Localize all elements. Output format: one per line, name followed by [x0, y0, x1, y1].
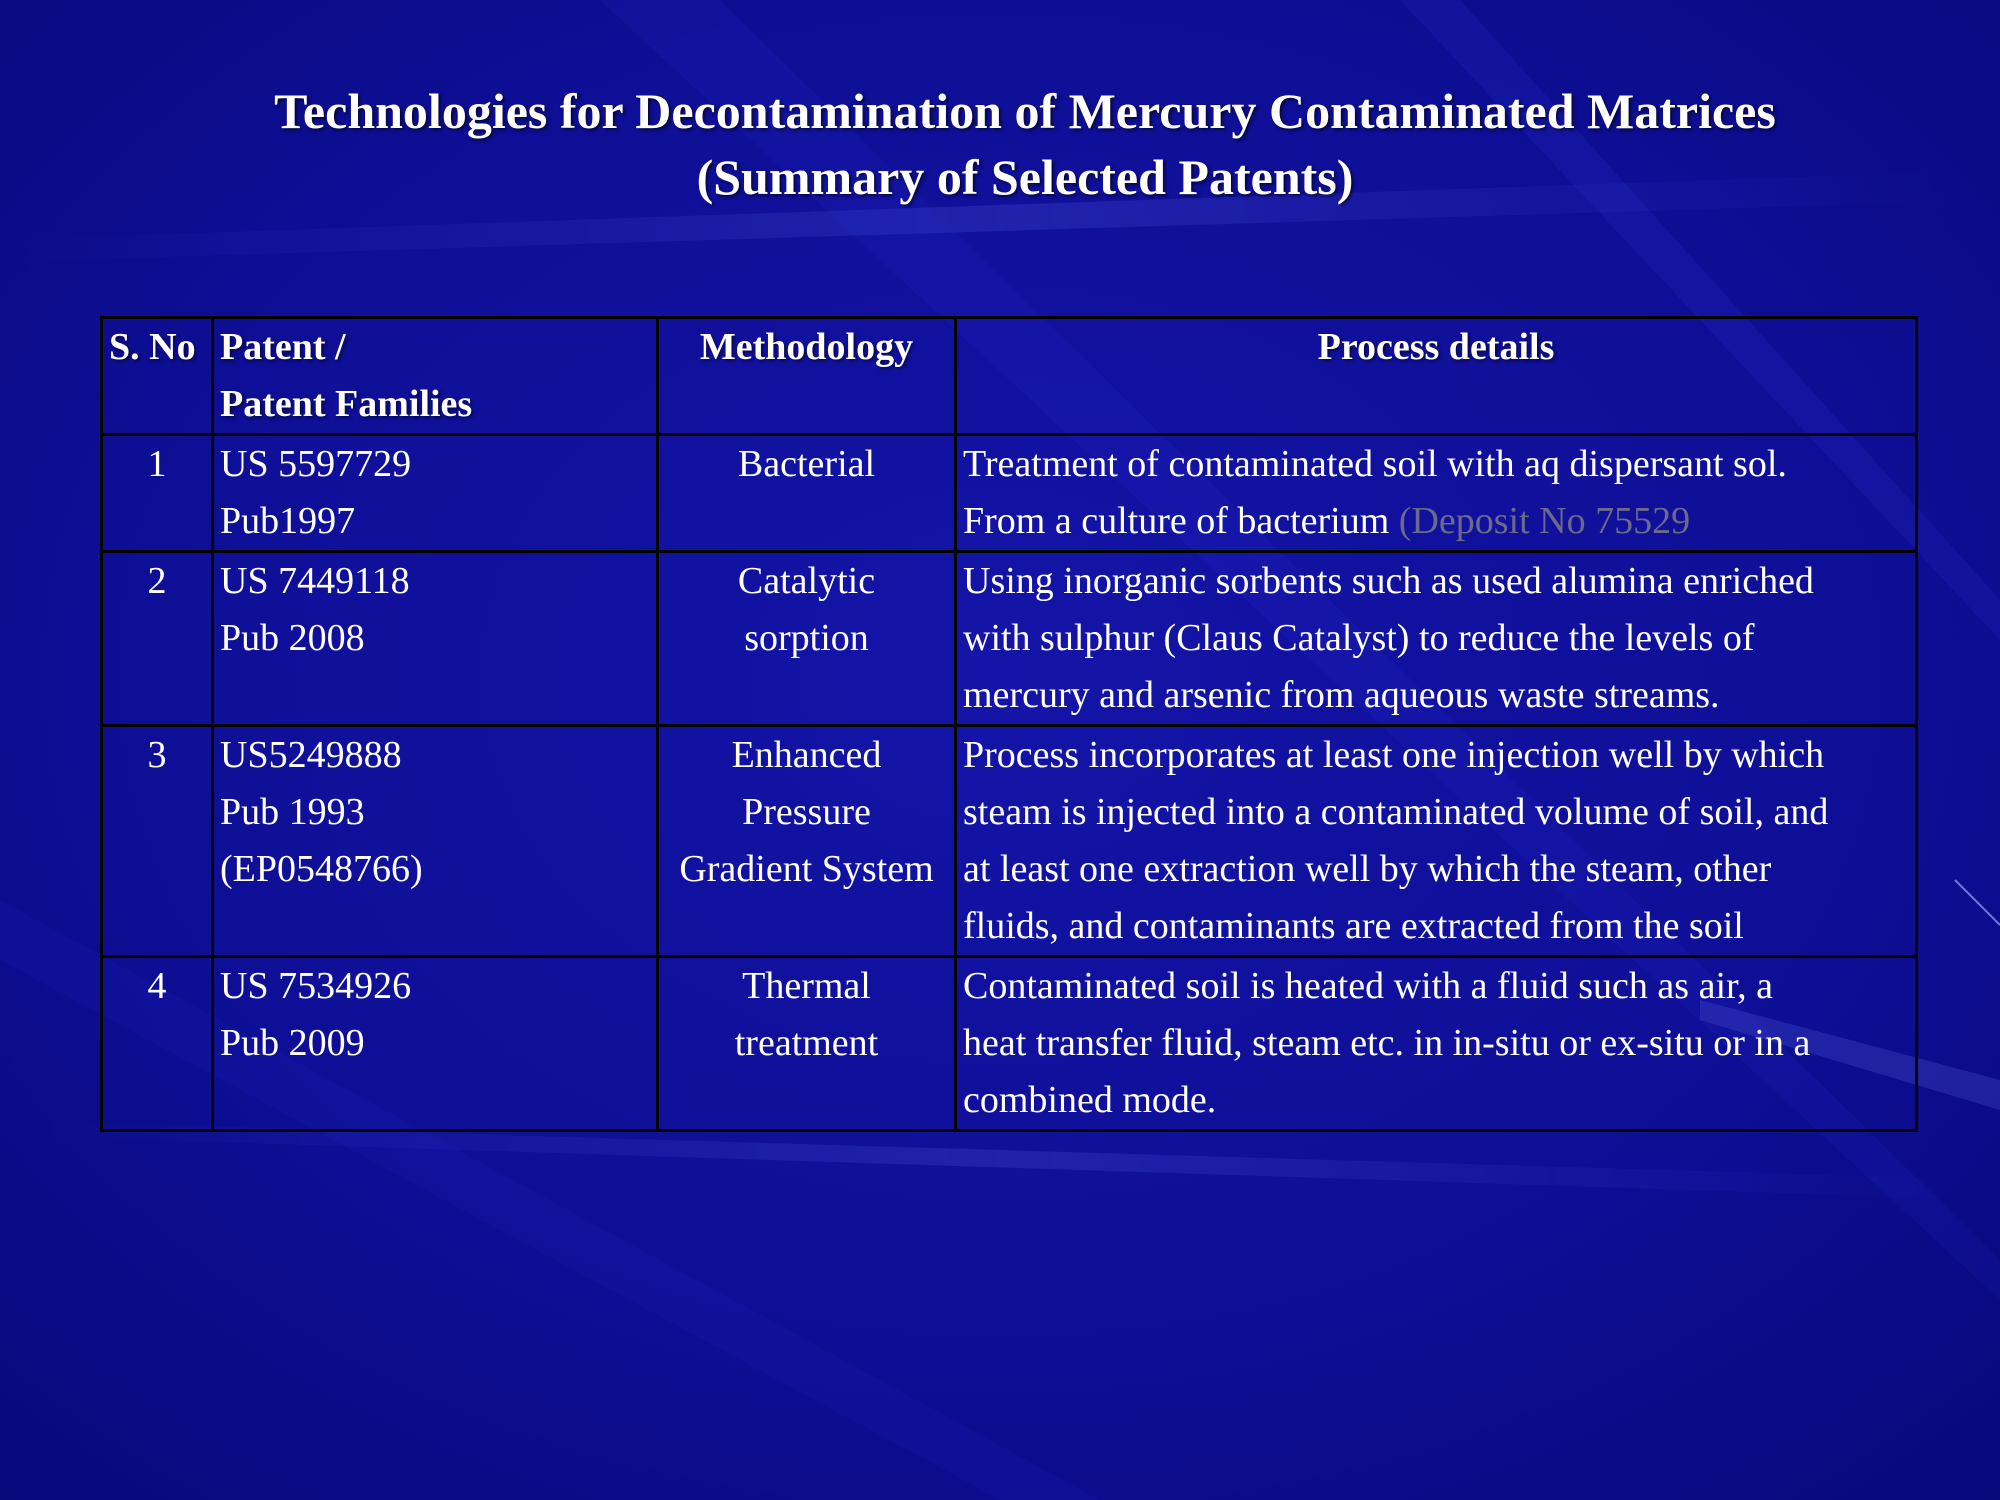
cell-methodology-line: Bacterial: [737, 443, 876, 485]
cell-patent: [213, 957, 658, 1131]
table-row: [102, 957, 1917, 1131]
cell-process-text: From a culture of bacterium: [963, 500, 1390, 542]
table-header-row: [102, 318, 1917, 435]
cell-methodology-line: Catalytic: [737, 560, 876, 602]
cell-methodology-line: treatment: [734, 1022, 879, 1064]
cell-serial-number: 2: [102, 552, 213, 726]
cell-process-line: Using inorganic sorbents such as used alumina enriched: [963, 560, 1814, 602]
cell-process-line: with sulphur (Claus Catalyst) to reduce the levels of: [963, 617, 1755, 659]
cell-process-line: at least one extraction well by which the steam, other: [963, 848, 1772, 890]
slide-title-line-1: Technologies for Decontamination of Mercury Contaminated Matrices: [274, 83, 1776, 139]
cell-patent-line: US 7534926: [220, 965, 412, 1007]
cell-serial-number: 3: [102, 726, 213, 957]
cell-process-line: Process incorporates at least one injection well by which: [963, 734, 1825, 776]
cell-patent-line: (EP0548766): [220, 848, 423, 890]
cell-process-line: mercury and arsenic from aqueous waste streams.: [963, 674, 1720, 716]
cell-methodology-line: Thermal: [742, 965, 871, 1007]
cell-methodology: [658, 552, 956, 726]
cell-methodology-line: Pressure: [742, 791, 871, 833]
cell-process-line: Contaminated soil is heated with a fluid such as air, a: [963, 965, 1774, 1007]
cell-patent: [213, 552, 658, 726]
cell-patent-line: Pub1997: [220, 500, 356, 542]
slide-title: [0, 78, 2000, 210]
table-row: [102, 726, 1917, 957]
cell-methodology-line: Gradient System: [679, 848, 934, 890]
cell-patent: [213, 435, 658, 552]
cell-patent-line: Pub 2008: [220, 617, 365, 659]
table-row: [102, 435, 1917, 552]
cell-process-faint-text: (Deposit No 75529: [1398, 500, 1691, 542]
cell-methodology: [658, 435, 956, 552]
cell-methodology: [658, 957, 956, 1131]
cell-process-line: steam is injected into a contaminated volume of soil, and: [963, 791, 1829, 833]
cell-patent-line: US 7449118: [220, 560, 410, 602]
cell-patent-line: US5249888: [220, 734, 402, 776]
cell-process-line: heat transfer fluid, steam etc. in in-situ or ex-situ or in a: [963, 1022, 1811, 1064]
cell-process-details: [956, 726, 1917, 957]
cell-methodology-line: Enhanced: [731, 734, 882, 776]
header-patent-line-2: Patent Families: [220, 383, 473, 425]
cell-methodology: [658, 726, 956, 957]
cell-process-details: [956, 435, 1917, 552]
cell-process-line: [963, 493, 1909, 550]
cell-patent-line: Pub 2009: [220, 1022, 365, 1064]
header-methodology: Methodology: [658, 318, 956, 435]
header-patent: [213, 318, 658, 435]
header-patent-line-1: Patent /: [220, 326, 346, 368]
cell-patent: [213, 726, 658, 957]
cell-methodology-line: sorption: [744, 617, 869, 659]
header-process-details: Process details: [956, 318, 1917, 435]
cell-patent-line: US 5597729: [220, 443, 412, 485]
cell-process-line: combined mode.: [963, 1079, 1217, 1121]
table-row: [102, 552, 1917, 726]
cell-serial-number: 1: [102, 435, 213, 552]
cell-process-line: fluids, and contaminants are extracted from the soil: [963, 905, 1744, 947]
cell-patent-line: Pub 1993: [220, 791, 365, 833]
cell-process-line: Treatment of contaminated soil with aq dispersant sol.: [963, 443, 1787, 485]
cell-process-details: [956, 552, 1917, 726]
slide-title-line-2: (Summary of Selected Patents): [696, 149, 1354, 205]
cell-serial-number: 4: [102, 957, 213, 1131]
patents-table: [100, 316, 1918, 1132]
header-serial-number: S. No: [102, 318, 213, 435]
cell-process-details: [956, 957, 1917, 1131]
